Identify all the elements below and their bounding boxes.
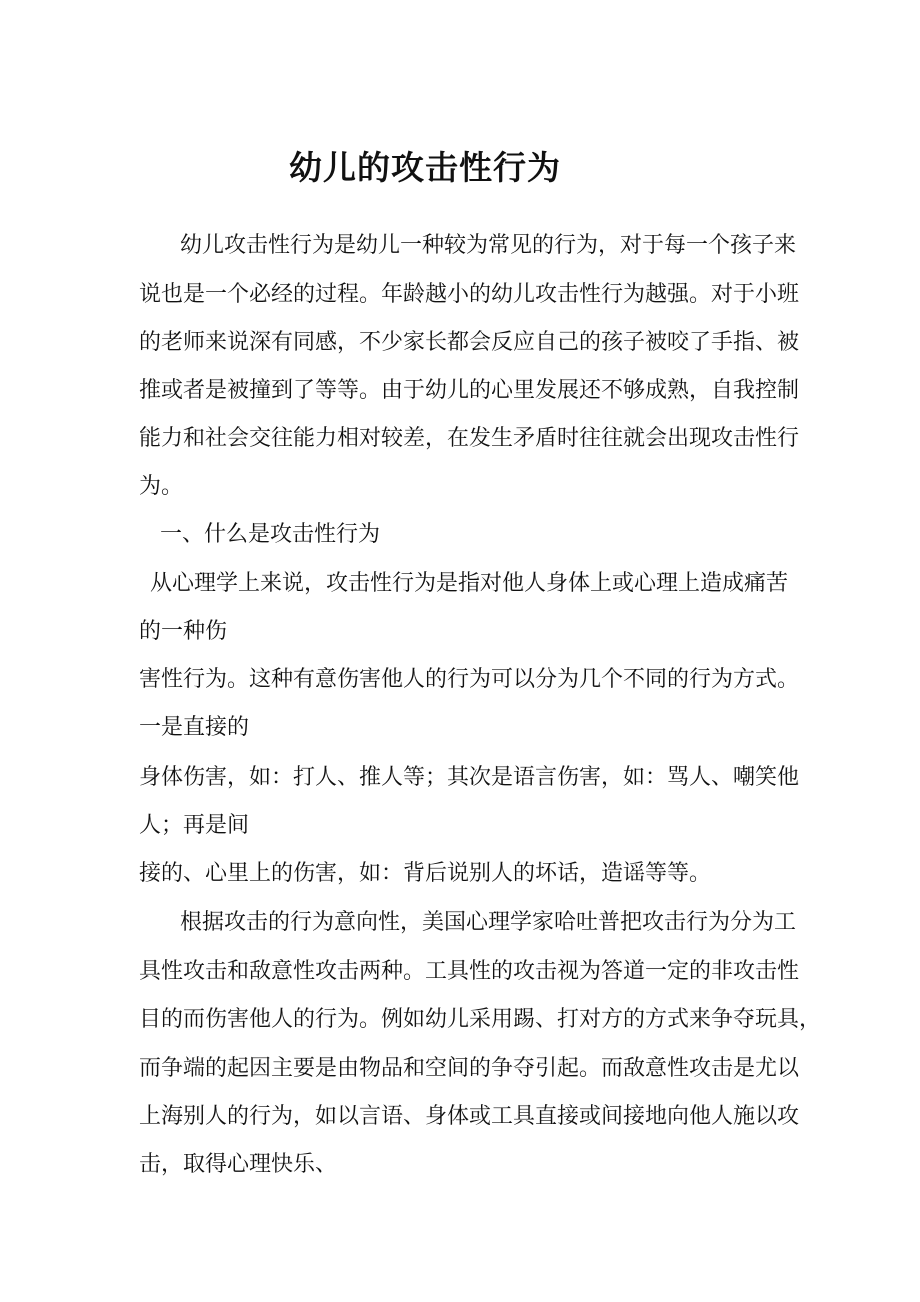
text-line: 说也是一个必经的过程。年龄越小的幼儿攻击性行为越强。对于小班 [139,282,800,307]
text-line: 一是直接的 [139,715,250,740]
text-line: 目的而伤害他人的行为。例如幼儿采用踢、打对方的方式来争夺玩具， [139,1007,822,1032]
text-line: 身体伤害，如：打人、推人等；其次是语言伤害，如：骂人、嘲笑他 [139,765,800,790]
text-line: 害性行为。这种有意伤害他人的行为可以分为几个不同的行为方式。 [139,667,800,692]
text-line: 根据攻击的行为意向性，美国心理学家哈吐普把攻击行为分为工 [180,910,797,935]
text-line: 的一种伤 [139,619,228,644]
text-line: 具性攻击和敌意性攻击两种。工具性的攻击视为答道一定的非攻击性 [139,959,800,984]
text-line: 从心理学上来说，攻击性行为是指对他人身体上或心理上造成痛苦 [150,571,789,596]
text-line: 击，取得心理快乐、 [139,1152,338,1177]
document-title: 幼儿的攻击性行为 [289,148,561,187]
text-line: 而争端的起因主要是由物品和空间的争夺引起。而敌意性攻击是尤以 [139,1056,800,1081]
text-line: 推或者是被撞到了等等。由于幼儿的心里发展还不够成熟，自我控制 [139,378,800,403]
text-line: 的老师来说深有同感，不少家长都会反应自己的孩子被咬了手指、被 [139,330,800,355]
text-line: 为。 [139,474,184,499]
text-line: 幼儿攻击性行为是幼儿一种较为常见的行为，对于每一个孩子来 [180,233,797,258]
text-line: 能力和社会交往能力相对较差，在发生矛盾时往往就会出现攻击性行 [139,426,800,451]
text-line: 上海别人的行为，如以言语、身体或工具直接或间接地向他人施以攻 [139,1104,800,1129]
text-line: 接的、心里上的伤害，如：背后说别人的坏话，造谣等等。 [139,861,712,886]
text-line: 人；再是间 [139,813,250,838]
section-heading: 一、什么是攻击性行为 [160,522,381,547]
